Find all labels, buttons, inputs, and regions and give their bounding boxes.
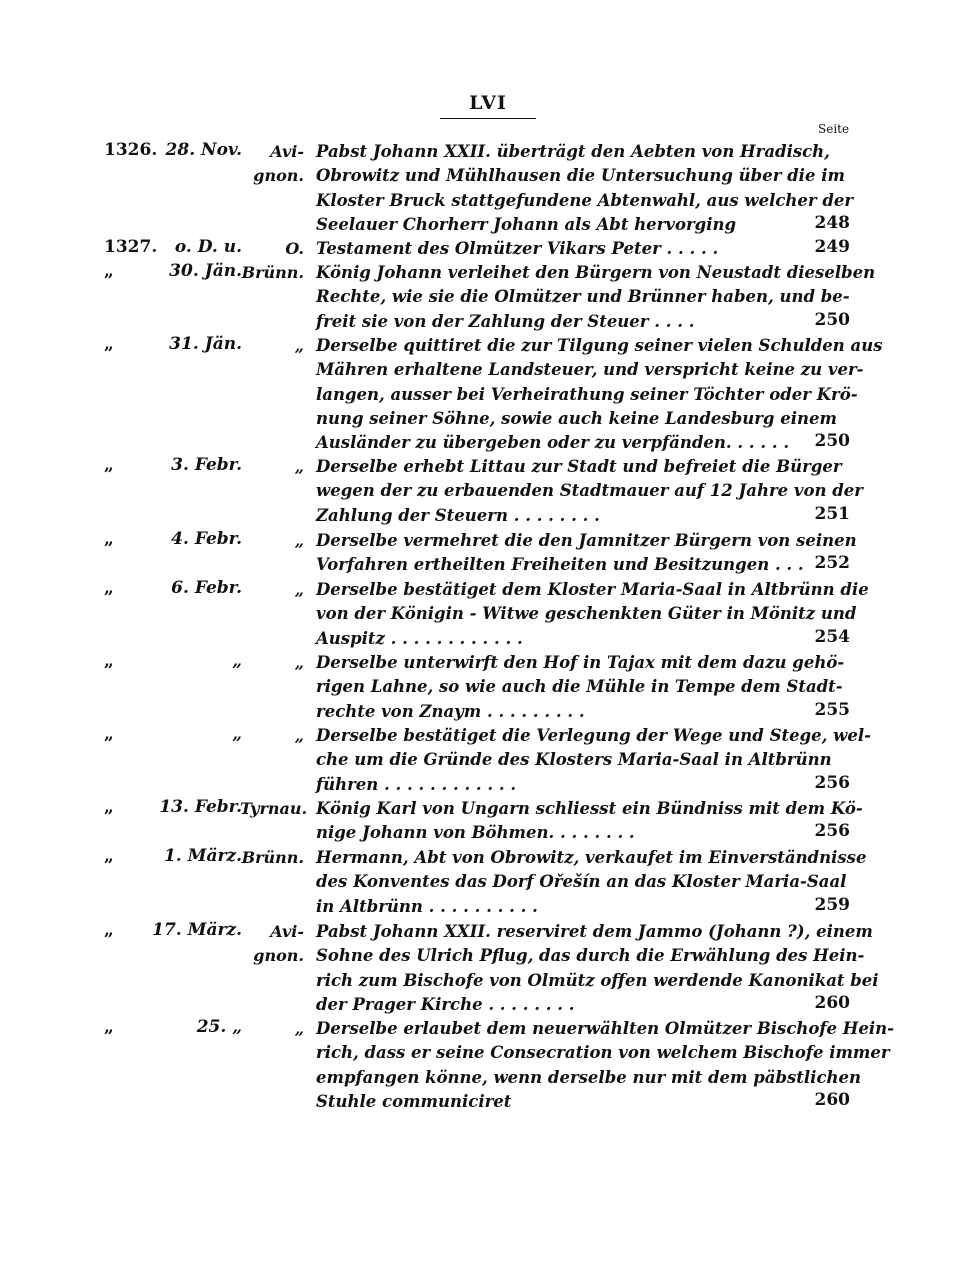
entry-summary-line: Rechte, wie sie die Olmützer und Brünner haben, und be- — [316, 287, 850, 307]
entry-summary-line: Auspitz . . . . . . . . . . . . — [316, 628, 523, 648]
entry-page-ref: 248 — [814, 212, 850, 233]
entry-summary-line: freit sie von der Zahlung der Steuer . . . . — [316, 311, 695, 331]
entry-place: „ — [294, 457, 304, 476]
entry-summary-line: von der Königin - Witwe geschenkten Güter in Mönitz und — [316, 604, 857, 624]
entry-summary-line: Pabst Johann XXII. reserviret dem Jammo (Johann ?), einem — [316, 922, 873, 941]
entry-summary-line: langen, ausser bei Verheirathung seiner Töchter oder Krö- — [316, 384, 858, 404]
entry-place: „ — [294, 653, 304, 672]
entry-year: „ — [104, 1017, 114, 1037]
entry-date: 28. Nov. — [165, 140, 242, 160]
entry-summary-line: rich, dass er seine Consecration von welchem Bischofe immer — [316, 1043, 890, 1063]
entry-page-ref: 255 — [814, 699, 850, 720]
entry-year: „ — [104, 797, 114, 817]
entry-date: 3. Febr. — [171, 455, 242, 475]
entry-summary — [316, 237, 810, 261]
entry-page-ref: 256 — [814, 772, 850, 793]
entry-place: Avi- gnon. — [253, 142, 304, 185]
entry-summary-line: Derselbe bestätiget die Verlegung der Wege und Stege, wel- — [316, 726, 871, 745]
entry-date: 31. Jän. — [169, 334, 242, 354]
entry-year: „ — [104, 846, 114, 866]
entry-summary-line: Derselbe erlaubet dem neuerwählten Olmützer Bischofe Hein- — [316, 1019, 894, 1038]
entry-summary-line: der Prager Kirche . . . . . . . . — [316, 994, 575, 1014]
entry-place: „ — [294, 336, 304, 355]
entry-summary-line: führen . . . . . . . . . . . . — [316, 774, 517, 794]
entry-date: „ — [232, 651, 242, 671]
entry-summary-line: nung seiner Söhne, sowie auch keine Landesburg einem — [316, 408, 837, 428]
entry-page-ref: 260 — [814, 1089, 850, 1110]
entry-summary-line: in Altbrünn . . . . . . . . . . — [316, 896, 538, 916]
entry-summary-line: Derselbe vermehret die den Jamnitzer Bürgern von seinen — [316, 531, 857, 550]
entry-page-ref: 252 — [814, 553, 850, 574]
entry-summary-line: Zahlung der Steuern . . . . . . . . — [316, 505, 600, 525]
entry-summary-line: Kloster Bruck stattgefundene Abtenwahl, aus welcher der — [316, 190, 854, 210]
page-column-label: Seite — [818, 122, 850, 136]
entry-summary-line: Vorfahren ertheilten Freiheiten und Besitzungen . . . — [316, 555, 804, 575]
entry-summary-line: rechte von Znaym . . . . . . . . . — [316, 701, 585, 721]
entry-summary-line: Ausländer zu übergeben oder zu verpfänden. . . . . . — [316, 433, 790, 453]
entry-summary-line: rich zum Bischofe von Olmütz offen werdende Kanonikat bei — [316, 970, 879, 990]
entry-year: „ — [104, 578, 114, 598]
entry-year: „ — [104, 724, 114, 744]
entry-page-ref: 250 — [814, 309, 850, 330]
entry-summary-line: Stuhle communiciret — [316, 1091, 512, 1111]
entry-summary-line: König Johann verleihet den Bürgern von Neustadt dieselben — [316, 263, 876, 282]
entry-summary-line: Derselbe bestätiget dem Kloster Maria-Saal in Altbrünn die — [316, 580, 869, 599]
entry-place: „ — [294, 1019, 304, 1038]
entry-page-ref: 254 — [814, 626, 850, 647]
entry-date: 4. Febr. — [171, 529, 242, 549]
entry-page-ref: 250 — [814, 431, 850, 452]
entry-summary-line: des Konventes das Dorf Ořešín an das Kloster Maria-Saal — [316, 872, 847, 892]
entry-date: „ — [232, 724, 242, 744]
entry-summary-line: rigen Lahne, so wie auch die Mühle in Tempe dem Stadt- — [316, 677, 843, 697]
entry-page-ref: 260 — [814, 992, 850, 1013]
entry-date: o. D. u. — [174, 237, 242, 257]
entry-summary-line: Derselbe quittiret die zur Tilgung seiner vielen Schulden aus — [316, 336, 883, 355]
entry-year: 1327. — [104, 237, 158, 257]
entry-summary-line: Testament des Olmützer Vikars Peter . . . . . — [316, 239, 719, 258]
entry-place: Brünn. — [241, 848, 304, 867]
entry-summary-line: Pabst Johann XXII. überträgt den Aebten von Hradisch, — [316, 142, 830, 161]
entry-date: 30. Jän. — [169, 261, 242, 281]
entry-summary-line: Hermann, Abt von Obrowitz, verkaufet im Einverständnisse — [316, 848, 867, 867]
entry-date: 17. März. — [152, 920, 242, 940]
entry-place: „ — [294, 726, 304, 745]
entry-place: Tyrnau. — [240, 799, 308, 818]
entry-summary-line: Mähren erhaltene Landsteuer, und verspricht keine zu ver- — [316, 360, 864, 380]
entry-page-ref: 256 — [814, 821, 850, 842]
entry-place: Brünn. — [241, 263, 304, 282]
entry-year: „ — [104, 651, 114, 671]
entry-place: „ — [294, 531, 304, 550]
entry-year: 1326. — [104, 140, 158, 160]
entry-place: O. — [285, 239, 304, 258]
entry-year: „ — [104, 455, 114, 475]
entry-date: 6. Febr. — [171, 578, 242, 598]
entry-summary-line: nige Johann von Böhmen. . . . . . . . — [316, 823, 635, 843]
entry-page-ref: 251 — [814, 503, 850, 524]
entry-summary-line: che um die Gründe des Klosters Maria-Saal in Altbrünn — [316, 750, 832, 770]
entry-date: 13. Febr. — [159, 797, 242, 817]
entry-summary-line: Sohne des Ulrich Pflug, das durch die Erwählung des Hein- — [316, 946, 865, 966]
page-number: LVI — [440, 92, 536, 119]
entry-place: „ — [294, 580, 304, 599]
entry-summary-line: Seelauer Chorherr Johann als Abt hervorging — [316, 214, 737, 234]
entry-year: „ — [104, 261, 114, 281]
entry-date: 25. „ — [196, 1017, 242, 1037]
entry-summary-line: wegen der zu erbauenden Stadtmauer auf 12 Jahre von der — [316, 481, 863, 501]
entry-place: Avi- gnon. — [253, 922, 304, 965]
entry-summary-line: Derselbe unterwirft den Hof in Tajax mit dem dazu gehö- — [316, 653, 845, 672]
entry-summary-line: König Karl von Ungarn schliesst ein Bündniss mit dem Kö- — [316, 799, 863, 818]
entry-date: 1. März. — [163, 846, 242, 866]
entry-page-ref: 259 — [814, 894, 850, 915]
entry-page-ref: 249 — [814, 237, 850, 257]
entry-year: „ — [104, 529, 114, 549]
entry-year: „ — [104, 334, 114, 354]
entry-summary-line: Derselbe erhebt Littau zur Stadt und befreiet die Bürger — [316, 457, 842, 476]
entry-summary-line: Obrowitz und Mühlhausen die Untersuchung über die im — [316, 166, 845, 186]
entry-summary-line: empfangen könne, wenn derselbe nur mit dem päbstlichen — [316, 1067, 861, 1087]
entry-year: „ — [104, 920, 114, 940]
